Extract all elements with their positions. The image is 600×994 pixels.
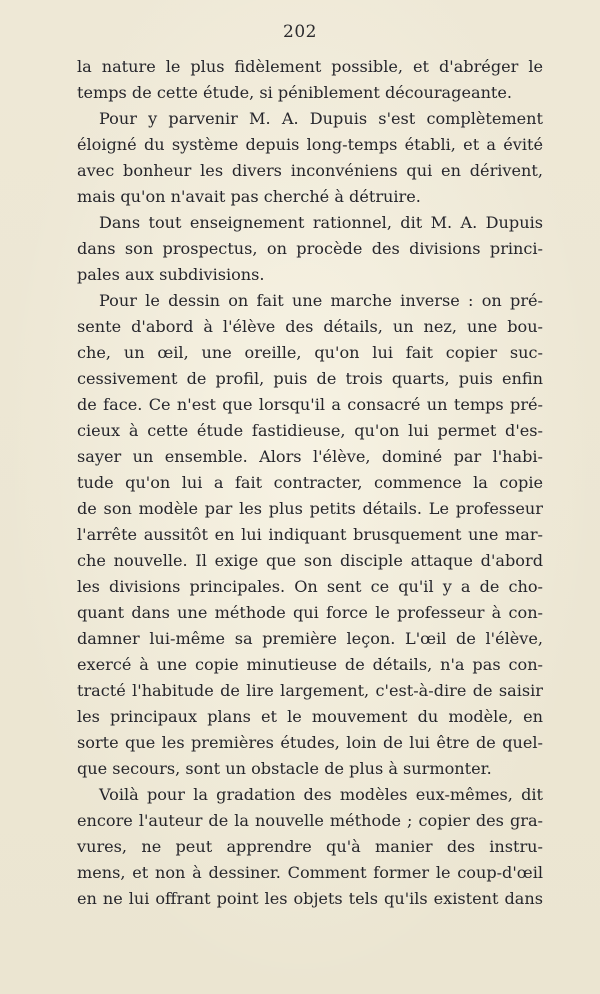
text-line: sente d'abord à l'élève des détails, un nez, une bou- — [77, 317, 543, 336]
text-line: pales aux subdivisions. — [77, 265, 265, 284]
text-line: exercé à une copie minutieuse de détails, n'a pas con- — [77, 655, 543, 674]
text-line: avec bonheur les divers inconvéniens qui en dérivent, — [77, 161, 543, 180]
text-line: de son modèle par les plus petits détails. Le professeur — [77, 499, 543, 518]
text-line: mais qu'on n'avait pas cherché à détruire. — [77, 187, 421, 206]
text-line: la nature le plus fidèlement possible, et d'abréger le — [77, 57, 543, 76]
text-line: Pour y parvenir M. A. Dupuis s'est complètement — [99, 109, 543, 128]
paragraph — [77, 782, 543, 912]
text-line: Dans tout enseignement rationnel, dit M. A. Dupuis — [99, 213, 543, 232]
text-line: cieux à cette étude fastidieuse, qu'on lui permet d'es- — [77, 421, 543, 440]
text-line: cessivement de profil, puis de trois quarts, puis enfin — [77, 369, 543, 388]
text-line: Pour le dessin on fait une marche inverse : on pré- — [99, 291, 543, 310]
text-line: éloigné du système depuis long-temps établi, et a évité — [77, 135, 543, 154]
text-line: Voilà pour la gradation des modèles eux-mêmes, dit — [99, 785, 543, 804]
text-line: sorte que les premières études, loin de lui être de quel- — [77, 733, 543, 752]
text-line: les principaux plans et le mouvement du modèle, en — [77, 707, 543, 726]
text-line: sayer un ensemble. Alors l'élève, dominé par l'habi- — [77, 447, 543, 466]
text-line: tude qu'on lui a fait contracter, commence la copie — [77, 473, 543, 492]
text-line: dans son prospectus, on procède des divisions princi- — [77, 239, 543, 258]
text-line: che, un œil, une oreille, qu'on lui fait copier suc- — [77, 343, 543, 362]
paragraph — [77, 54, 543, 106]
text-line: mens, et non à dessiner. Comment former le coup-d'œil — [77, 863, 543, 882]
text-line: damner lui-même sa première leçon. L'œil de l'élève, — [77, 629, 543, 648]
text-line: encore l'auteur de la nouvelle méthode ; copier des gra- — [77, 811, 543, 830]
paragraph — [77, 288, 543, 782]
text-line: quant dans une méthode qui force le professeur à con- — [77, 603, 543, 622]
page-number: 202 — [283, 22, 317, 42]
text-line: che nouvelle. Il exige que son disciple attaque d'abord — [77, 551, 543, 570]
paragraph — [77, 106, 543, 210]
body-text — [77, 54, 543, 912]
text-line: vures, ne peut apprendre qu'à manier des instru- — [77, 837, 543, 856]
text-line: l'arrête aussitôt en lui indiquant brusquement une mar- — [77, 525, 543, 544]
text-line: temps de cette étude, si péniblement décourageante. — [77, 83, 513, 102]
text-line: tracté l'habitude de lire largement, c'est-à-dire de saisir — [77, 681, 543, 700]
text-line: en ne lui offrant point les objets tels qu'ils existent dans — [77, 889, 543, 908]
text-line: les divisions principales. On sent ce qu'il y a de cho- — [77, 577, 543, 596]
text-line: que secours, sont un obstacle de plus à surmonter. — [77, 759, 492, 778]
paragraph — [77, 210, 543, 288]
text-line: de face. Ce n'est que lorsqu'il a consacré un temps pré- — [77, 395, 543, 414]
